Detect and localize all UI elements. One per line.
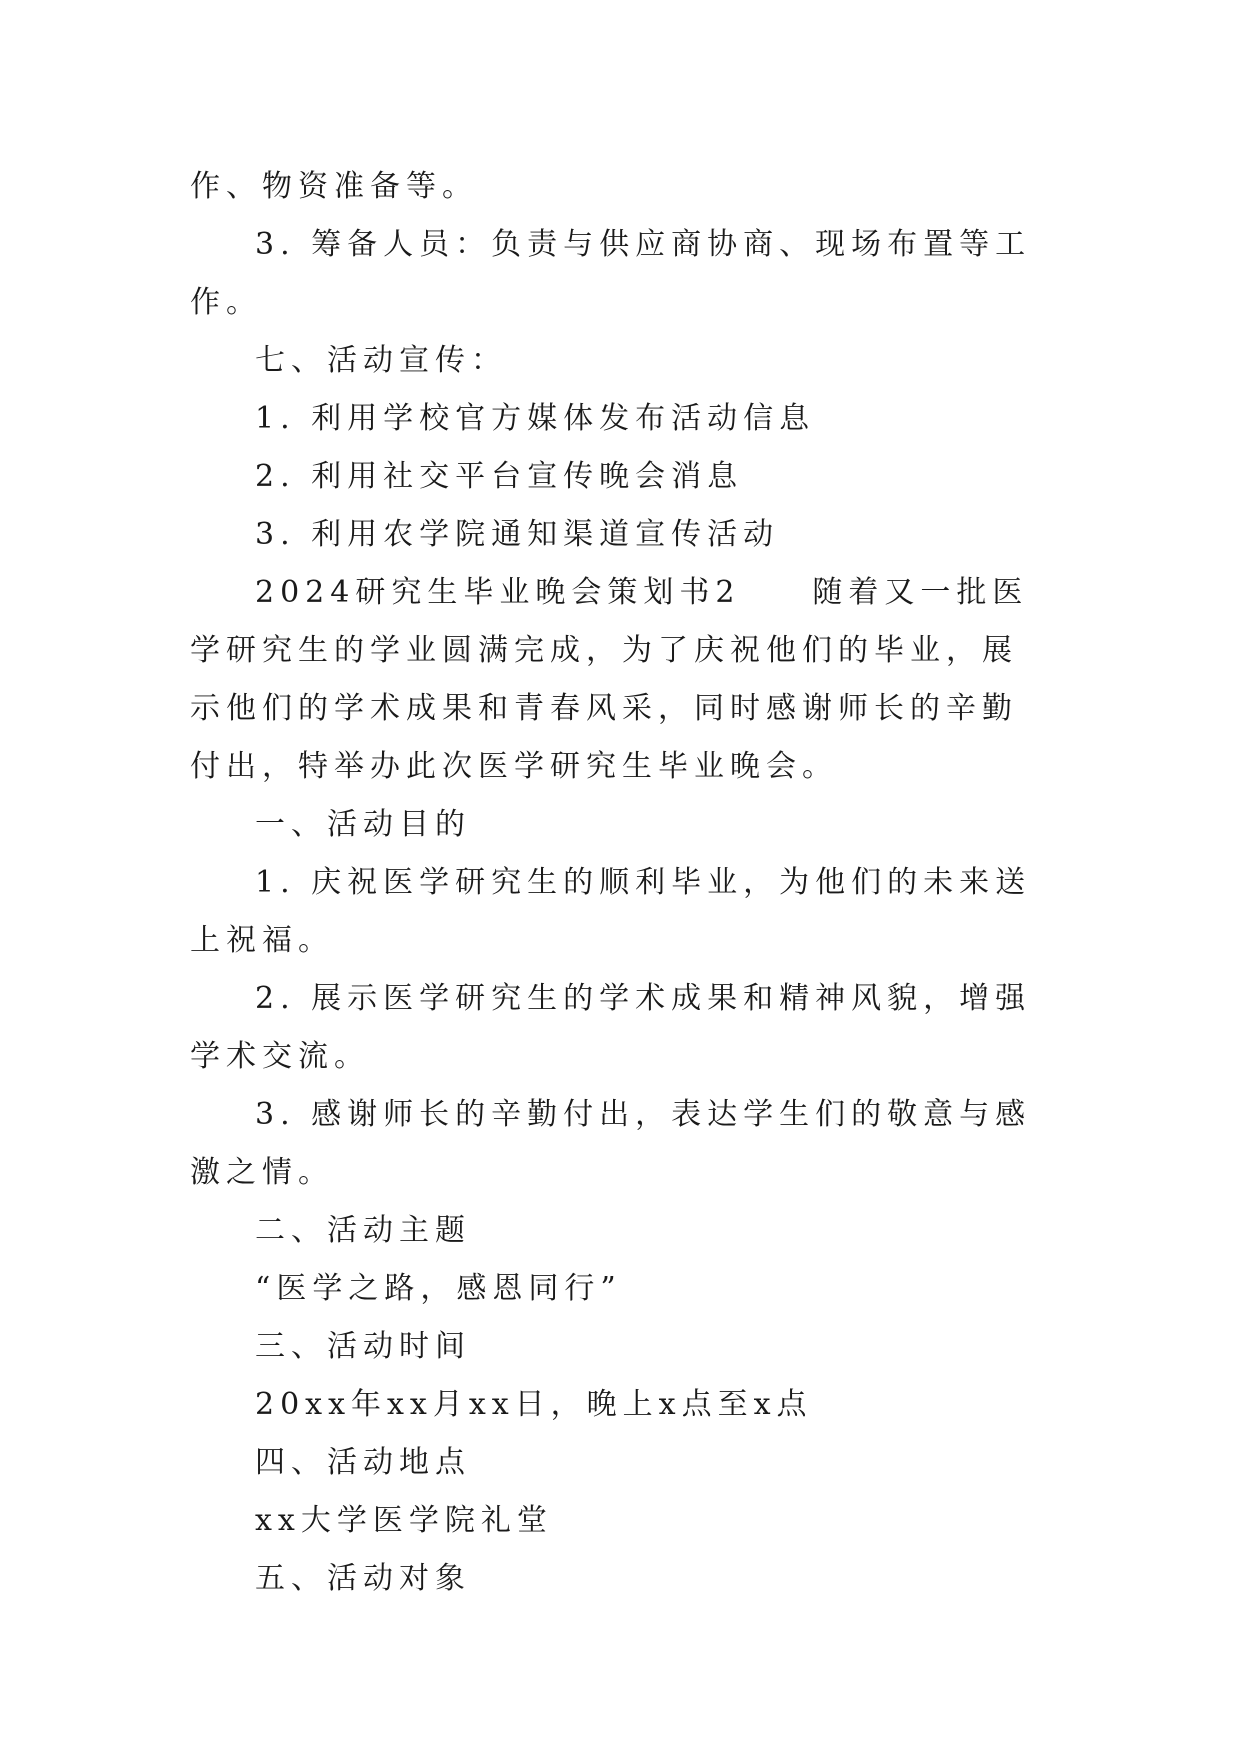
heading-purpose: 一、活动目的 bbox=[255, 807, 471, 842]
paragraph-time: 20xx年xx月xx日，晚上x点至x点 bbox=[255, 1387, 813, 1422]
paragraph-staff-item-3: 3. 筹备人员：负责与供应商协商、现场布置等工作。 bbox=[190, 227, 1032, 320]
paragraph-theme: “医学之路，感恩同行” bbox=[255, 1271, 622, 1306]
document-body bbox=[190, 158, 1052, 1608]
paragraph-continuation: 作、物资准备等。 bbox=[190, 169, 478, 204]
paragraph-location: xx大学医学院礼堂 bbox=[255, 1503, 553, 1538]
paragraph-promo-item-1: 1. 利用学校官方媒体发布活动信息 bbox=[255, 401, 816, 436]
paragraph-promo-item-3: 3. 利用农学院通知渠道宣传活动 bbox=[255, 517, 780, 552]
paragraph-promo-item-2: 2. 利用社交平台宣传晚会消息 bbox=[255, 459, 744, 494]
paragraph-intro: 2024研究生毕业晚会策划书2 随着又一批医学研究生的学业圆满完成，为了庆祝他们的毕业，展示他们的学术成果和青春风采，同时感谢师长的辛勤付出，特举办此次医学研究生毕业晚会。 bbox=[190, 575, 1029, 784]
paragraph-purpose-item-3: 3. 感谢师长的辛勤付出，表达学生们的敬意与感激之情。 bbox=[190, 1097, 1032, 1190]
heading-section-7: 七、活动宣传： bbox=[255, 343, 507, 378]
heading-time: 三、活动时间 bbox=[255, 1329, 471, 1364]
paragraph-purpose-item-2: 2. 展示医学研究生的学术成果和精神风貌，增强学术交流。 bbox=[190, 981, 1032, 1074]
paragraph-purpose-item-1: 1. 庆祝医学研究生的顺利毕业，为他们的未来送上祝福。 bbox=[190, 865, 1032, 958]
heading-location: 四、活动地点 bbox=[255, 1445, 471, 1480]
heading-audience: 五、活动对象 bbox=[255, 1561, 471, 1596]
heading-theme: 二、活动主题 bbox=[255, 1213, 471, 1248]
